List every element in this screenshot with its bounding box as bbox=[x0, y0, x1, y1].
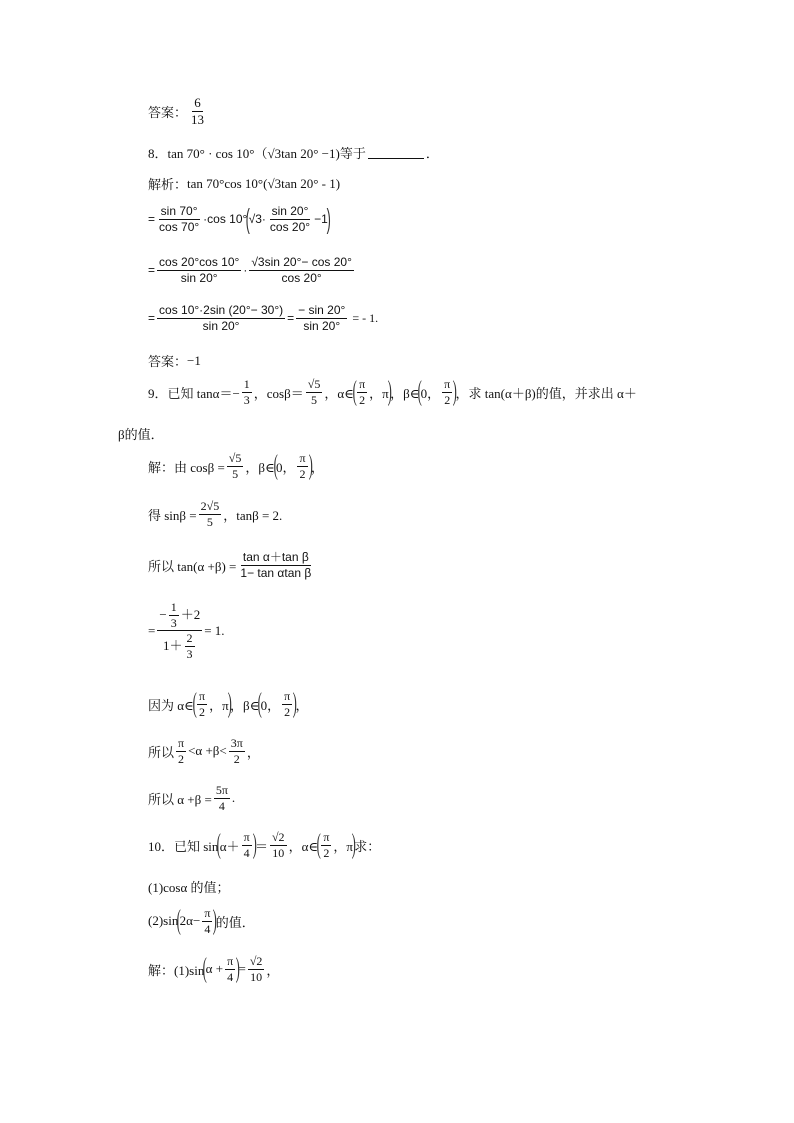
answer-7 bbox=[148, 96, 208, 126]
solution-text: 得 sinβ = bbox=[148, 507, 197, 523]
denominator: 2 bbox=[233, 751, 240, 766]
solution-9-step-5 bbox=[148, 690, 308, 718]
numerator: 1 bbox=[243, 377, 250, 391]
denominator: 3 bbox=[170, 615, 177, 630]
solution-8-line-1 bbox=[148, 174, 340, 193]
left-paren: ( bbox=[352, 376, 357, 408]
answer-8 bbox=[148, 351, 201, 370]
equals-sign: = bbox=[238, 961, 246, 977]
solution-9-step-6 bbox=[148, 737, 260, 765]
left-paren: ( bbox=[316, 829, 321, 861]
fraction bbox=[249, 256, 354, 284]
denominator: 5 bbox=[232, 466, 239, 481]
answer-label: 答案： bbox=[148, 104, 188, 120]
numerator: √2 bbox=[249, 954, 263, 968]
question-9-text: ，cosβ＝ bbox=[253, 385, 304, 401]
fraction bbox=[242, 831, 252, 859]
solution-text: 所以 α +β = bbox=[148, 791, 212, 807]
question-10-text: 10．已知 sin bbox=[148, 838, 219, 854]
solution-text: ， bbox=[295, 697, 309, 713]
question-9-line-2: β的值． bbox=[118, 427, 164, 442]
question-9-text: ，β∈ bbox=[390, 385, 420, 401]
right-paren: ) bbox=[292, 688, 297, 720]
numerator: π bbox=[323, 830, 330, 844]
numerator: 2√5 bbox=[200, 499, 220, 513]
solution-text: 解：由 cosβ = bbox=[148, 459, 225, 475]
denominator: 4 bbox=[204, 921, 211, 936]
fraction bbox=[268, 205, 312, 233]
denominator: 10 bbox=[250, 969, 263, 984]
fraction bbox=[157, 256, 241, 284]
solution-text: ， bbox=[246, 744, 260, 760]
question-10-text: ，π bbox=[333, 838, 353, 854]
solution-text: ，β∈ bbox=[245, 459, 275, 475]
solution-9-step-3 bbox=[148, 551, 315, 579]
answer-value: −1 bbox=[187, 352, 201, 368]
plus-term: ＋2 bbox=[180, 607, 201, 623]
question-10-text: (2)sin bbox=[148, 913, 179, 929]
fraction bbox=[282, 690, 292, 718]
denominator: 5 bbox=[206, 514, 213, 529]
fraction bbox=[199, 500, 222, 528]
fraction bbox=[169, 601, 179, 629]
solution-8-expr: tan 70°cos 10°(√3tan 20° - 1) bbox=[187, 175, 341, 191]
right-paren: ) bbox=[212, 905, 218, 937]
question-10 bbox=[148, 831, 380, 859]
answer-blank bbox=[368, 146, 424, 159]
solution-text: ，tanβ = 2. bbox=[223, 507, 283, 523]
right-paren: ) bbox=[452, 376, 457, 408]
right-paren: ) bbox=[227, 688, 232, 720]
denominator: cos 20° bbox=[281, 270, 322, 285]
numerator: π bbox=[243, 830, 250, 844]
equals-sign: = bbox=[148, 622, 156, 638]
question-9-text: 0， bbox=[420, 385, 441, 401]
question-8-end: ． bbox=[425, 146, 439, 161]
expr-part: √3· bbox=[248, 212, 266, 227]
denominator: 4 bbox=[218, 798, 225, 813]
equals-sign: = bbox=[287, 311, 295, 326]
denominator: 1− tan αtan β bbox=[240, 565, 312, 580]
question-9-text: ，α∈ bbox=[324, 385, 354, 401]
result: = 1. bbox=[204, 622, 225, 638]
solution-text: ， bbox=[310, 459, 324, 475]
fraction bbox=[270, 831, 287, 859]
fraction bbox=[248, 955, 265, 983]
numerator: √5 bbox=[307, 377, 321, 391]
denominator: cos 70° bbox=[159, 219, 200, 234]
solution-9-step-2 bbox=[148, 500, 282, 528]
fraction bbox=[176, 737, 186, 765]
solution-9-step-7 bbox=[148, 784, 235, 812]
left-paren: ( bbox=[257, 688, 262, 720]
question-8 bbox=[148, 143, 439, 162]
solution-text: 解：(1)sin bbox=[148, 962, 205, 978]
denominator: 13 bbox=[191, 111, 205, 127]
numerator: − sin 20° bbox=[298, 303, 346, 317]
numerator: sin 70° bbox=[160, 204, 198, 218]
solution-text: 因为 α∈ bbox=[148, 697, 194, 713]
question-9 bbox=[148, 378, 637, 406]
denominator: sin 20° bbox=[202, 318, 240, 333]
numerator bbox=[157, 601, 202, 631]
solution-text: ，β∈ bbox=[229, 697, 260, 713]
fraction bbox=[197, 690, 207, 718]
solution-label: 解析： bbox=[148, 177, 188, 192]
denominator: 3 bbox=[186, 646, 193, 661]
numerator: π bbox=[227, 954, 234, 968]
numerator: π bbox=[284, 689, 291, 703]
plus-term: 1＋ bbox=[163, 638, 183, 654]
fraction bbox=[157, 205, 201, 233]
solution-text: <α +β< bbox=[188, 743, 227, 759]
question-9-text: 9．已知 tanα＝− bbox=[148, 385, 240, 401]
fraction bbox=[242, 378, 252, 406]
fraction bbox=[214, 784, 230, 812]
solution-text: 0， bbox=[275, 459, 296, 475]
left-paren: ( bbox=[273, 450, 278, 482]
denominator: sin 20° bbox=[180, 270, 218, 285]
equals-sign: ＝ bbox=[254, 838, 268, 854]
solution-text: ， bbox=[266, 962, 280, 978]
answer-label: 答案： bbox=[148, 354, 188, 369]
denominator: 10 bbox=[272, 845, 285, 860]
numerator: 1 bbox=[170, 600, 177, 614]
denominator: 2 bbox=[284, 704, 291, 719]
solution-text: α + bbox=[205, 961, 224, 977]
minus-sign: − bbox=[159, 607, 167, 623]
denominator: sin 20° bbox=[303, 318, 341, 333]
result: = - 1. bbox=[352, 310, 379, 325]
fraction bbox=[225, 955, 235, 983]
solution-text: . bbox=[231, 790, 236, 806]
left-paren: ( bbox=[176, 905, 182, 937]
fraction bbox=[229, 737, 245, 765]
numerator: 2 bbox=[186, 631, 193, 646]
numerator: cos 20°cos 10° bbox=[159, 255, 240, 269]
fraction bbox=[357, 378, 367, 406]
denominator: 4 bbox=[227, 969, 234, 984]
denominator: 4 bbox=[243, 845, 250, 860]
left-paren: ( bbox=[216, 829, 222, 861]
denominator: 2 bbox=[199, 704, 206, 719]
numerator: √2 bbox=[271, 830, 285, 844]
fraction bbox=[321, 831, 331, 859]
denominator: cos 20° bbox=[269, 219, 311, 234]
solution-8-line-4 bbox=[148, 304, 378, 332]
fraction bbox=[306, 378, 323, 406]
solution-text: ，π bbox=[209, 697, 229, 713]
equals-sign: = bbox=[148, 263, 156, 278]
expr-part: −1 bbox=[314, 212, 328, 227]
numerator: cos 10°·2sin (20°− 30°) bbox=[159, 303, 284, 317]
compound-fraction bbox=[157, 601, 202, 660]
numerator: π bbox=[444, 377, 451, 391]
equals-sign: = bbox=[148, 212, 156, 227]
expr-part: ·cos 10° bbox=[203, 212, 248, 227]
fraction bbox=[185, 632, 195, 660]
numerator: π bbox=[178, 736, 185, 750]
question-10-text: 2α− bbox=[179, 913, 201, 929]
left-paren: ( bbox=[192, 688, 197, 720]
question-10-part-2 bbox=[148, 907, 255, 935]
question-10-part-1: (1)cosα 的值； bbox=[148, 880, 230, 895]
right-paren: ) bbox=[308, 450, 313, 482]
answer-fraction bbox=[189, 96, 206, 126]
numerator: π bbox=[199, 689, 206, 703]
left-paren: ( bbox=[202, 953, 208, 985]
denominator: 3 bbox=[243, 392, 250, 407]
question-10-text: 求： bbox=[354, 838, 381, 854]
denominator: 2 bbox=[178, 751, 185, 766]
dot-operator: · bbox=[243, 263, 248, 278]
right-paren: ) bbox=[252, 829, 257, 861]
denominator: 5 bbox=[311, 392, 318, 407]
fraction bbox=[238, 551, 313, 579]
question-10-text: 的值． bbox=[215, 914, 255, 930]
solution-text: 所以 tan(α +β) = bbox=[148, 558, 237, 574]
solution-9-step-4 bbox=[148, 601, 225, 660]
numerator: √5 bbox=[228, 451, 242, 465]
right-paren: ) bbox=[235, 953, 240, 985]
numerator: tan α＋tan β bbox=[242, 550, 309, 564]
question-9-text: ，求 tan(α＋β)的值，并求出 α＋ bbox=[455, 385, 637, 401]
denominator: 2 bbox=[444, 392, 451, 407]
numerator: 6 bbox=[194, 95, 201, 110]
right-paren: ) bbox=[326, 203, 331, 235]
right-paren: ) bbox=[387, 376, 392, 408]
numerator: π bbox=[204, 906, 211, 920]
denominator bbox=[161, 631, 199, 660]
denominator: 2 bbox=[299, 466, 306, 481]
fraction bbox=[442, 378, 452, 406]
question-8-text: 8．tan 70° · cos 10°（√3tan 20° −1)等于 bbox=[148, 146, 366, 161]
question-10-text: ，α∈ bbox=[288, 838, 318, 854]
fraction bbox=[296, 304, 347, 332]
solution-8-line-2 bbox=[148, 205, 329, 233]
fraction bbox=[297, 452, 307, 480]
solution-10-step-1 bbox=[148, 955, 279, 983]
solution-text: 所以 bbox=[148, 744, 175, 760]
equals-sign: = bbox=[148, 311, 156, 326]
right-paren: ) bbox=[351, 829, 356, 861]
solution-8-line-3 bbox=[148, 256, 356, 284]
solution-text: 0， bbox=[260, 697, 281, 713]
numerator: 5π bbox=[215, 783, 228, 797]
fraction bbox=[227, 452, 244, 480]
fraction bbox=[157, 304, 285, 332]
numerator: π bbox=[359, 377, 366, 391]
numerator: sin 20° bbox=[271, 204, 309, 218]
left-paren: ( bbox=[245, 203, 251, 235]
numerator: √3sin 20°− cos 20° bbox=[251, 255, 352, 269]
numerator: 3π bbox=[230, 736, 243, 750]
numerator: π bbox=[299, 451, 306, 465]
solution-9-step-1 bbox=[148, 452, 324, 480]
question-10-text: α＋ bbox=[219, 838, 240, 854]
left-paren: ( bbox=[417, 376, 423, 408]
denominator: 2 bbox=[323, 845, 330, 860]
fraction bbox=[202, 907, 212, 935]
question-9-text: ，π bbox=[369, 385, 389, 401]
denominator: 2 bbox=[359, 392, 366, 407]
